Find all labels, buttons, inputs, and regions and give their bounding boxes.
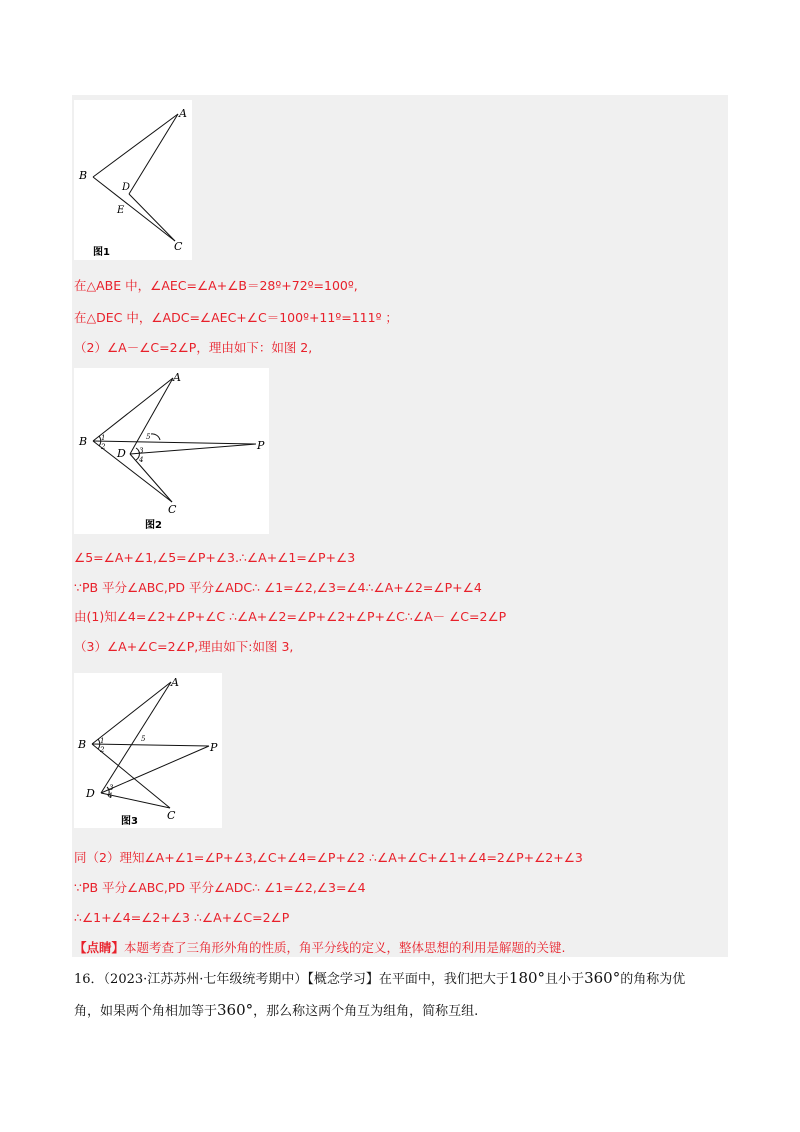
- fig2-line-BA: [93, 378, 173, 441]
- question-intro: 16．（2023·江苏苏州·七年级统考期中）【概念学习】在平面中，我们把大于: [74, 972, 509, 987]
- fig3-label-A: A: [171, 676, 179, 689]
- fig2-label-P: P: [257, 439, 265, 452]
- fig1-label-A: A: [179, 107, 187, 120]
- fig3-angle-1: 1: [100, 737, 105, 745]
- fig1-line-BA: [93, 114, 178, 177]
- fig2-label-D: D: [117, 447, 126, 460]
- degree-180: 180°: [508, 969, 546, 987]
- fig3-caption: 图3: [121, 816, 138, 827]
- fig2-angle-5: 5: [146, 433, 151, 441]
- solution-line-4: ∠5=∠A+∠1,∠5=∠P+∠3.∴∠A+∠1=∠P+∠3: [74, 550, 356, 565]
- fig3-label-C: C: [167, 809, 176, 822]
- fig2-angle-2: 2: [101, 443, 106, 451]
- fig2-caption: 图2: [145, 520, 162, 531]
- fig3-angle-5: 5: [141, 735, 146, 743]
- figure-2: [74, 368, 269, 534]
- fig1-label-C: C: [174, 240, 183, 253]
- question-line-1: [74, 968, 685, 990]
- question-line-2-post: ，那么称这两个角互为组角，简称互组.: [253, 1004, 479, 1019]
- solution-line-7: （3）∠A+∠C=2∠P,理由如下:如图 3,: [74, 639, 294, 654]
- note-tag: 【点睛】: [74, 940, 125, 955]
- fig1-caption: 图1: [93, 247, 110, 258]
- note-text: 本题考查了三角形外角的性质，角平分线的定义，整体思想的利用是解题的关键.: [124, 940, 566, 955]
- solution-line-3: （2）∠A－∠C=2∠P，理由如下：如图 2,: [74, 340, 313, 355]
- fig3-angle-4: 4: [108, 792, 113, 800]
- fig1-label-E: E: [117, 205, 125, 216]
- fig3-line-BA: [92, 682, 171, 744]
- figure-1-diagram: [74, 100, 192, 260]
- fig2-label-C: C: [168, 503, 177, 516]
- fig3-line-AD: [101, 682, 171, 793]
- fig1-label-D: D: [122, 182, 131, 193]
- fig2-angle-1: 1: [101, 434, 106, 442]
- question-line-2-pre: 角，如果两个角相加等于: [74, 1004, 218, 1019]
- fig3-line-BP: [92, 744, 209, 746]
- fig2-label-A: A: [173, 371, 181, 384]
- fig3-label-P: P: [210, 741, 218, 754]
- fig2-angle-arc-5: [151, 434, 160, 440]
- fig3-line-DP: [101, 746, 209, 793]
- fig2-angle-3: 3: [139, 447, 144, 455]
- degree-360-a: 360°: [584, 969, 621, 987]
- fig2-angle-4: 4: [139, 456, 144, 464]
- fig1-label-B: B: [79, 169, 88, 182]
- fig3-label-B: B: [78, 738, 87, 751]
- solution-line-10: ∴∠1+∠4=∠2+∠3 ∴∠A+∠C=2∠P: [74, 910, 290, 925]
- fig1-line-DC: [129, 194, 175, 241]
- fig2-line-BP: [93, 441, 256, 444]
- fig3-angle-3: 3: [109, 784, 114, 792]
- question-tail: 的角称为优: [620, 972, 686, 987]
- figure-3: [74, 673, 222, 828]
- fig2-line-DP: [130, 444, 256, 454]
- solution-line-6: 由(1)知∠4=∠2+∠P+∠C ∴∠A+∠2=∠P+∠2+∠P+∠C∴∠A－ ∠C=2∠P: [74, 609, 507, 624]
- figure-2-diagram: [74, 368, 269, 534]
- question-mid: 且小于: [545, 972, 585, 987]
- solution-line-1: 在△ABE 中，∠AEC=∠A+∠B＝28º+72º=100º,: [74, 278, 358, 293]
- fig1-line-AD: [129, 114, 178, 194]
- solution-line-9: ∵PB 平分∠ABC,PD 平分∠ADC∴ ∠1=∠2,∠3=∠4: [74, 880, 366, 895]
- fig2-label-B: B: [79, 435, 88, 448]
- fig2-line-DC: [130, 454, 172, 502]
- solution-line-5: ∵PB 平分∠ABC,PD 平分∠ADC∴ ∠1=∠2,∠3=∠4∴∠A+∠2=∠P+∠4: [74, 580, 482, 595]
- note-line: [74, 939, 566, 957]
- question-line-2: [74, 1000, 478, 1022]
- figure-3-diagram: [74, 673, 222, 828]
- fig3-label-D: D: [86, 787, 95, 800]
- figure-1: [74, 100, 192, 260]
- degree-360-b: 360°: [217, 1001, 254, 1019]
- solution-line-2: 在△DEC 中，∠ADC=∠AEC+∠C＝100º+11º=111º ；: [74, 310, 398, 325]
- solution-line-8: 同（2）理知∠A+∠1=∠P+∠3,∠C+∠4=∠P+∠2 ∴∠A+∠C+∠1+∠4=2∠P+∠2+∠3: [74, 850, 583, 865]
- fig3-angle-2: 2: [100, 746, 105, 754]
